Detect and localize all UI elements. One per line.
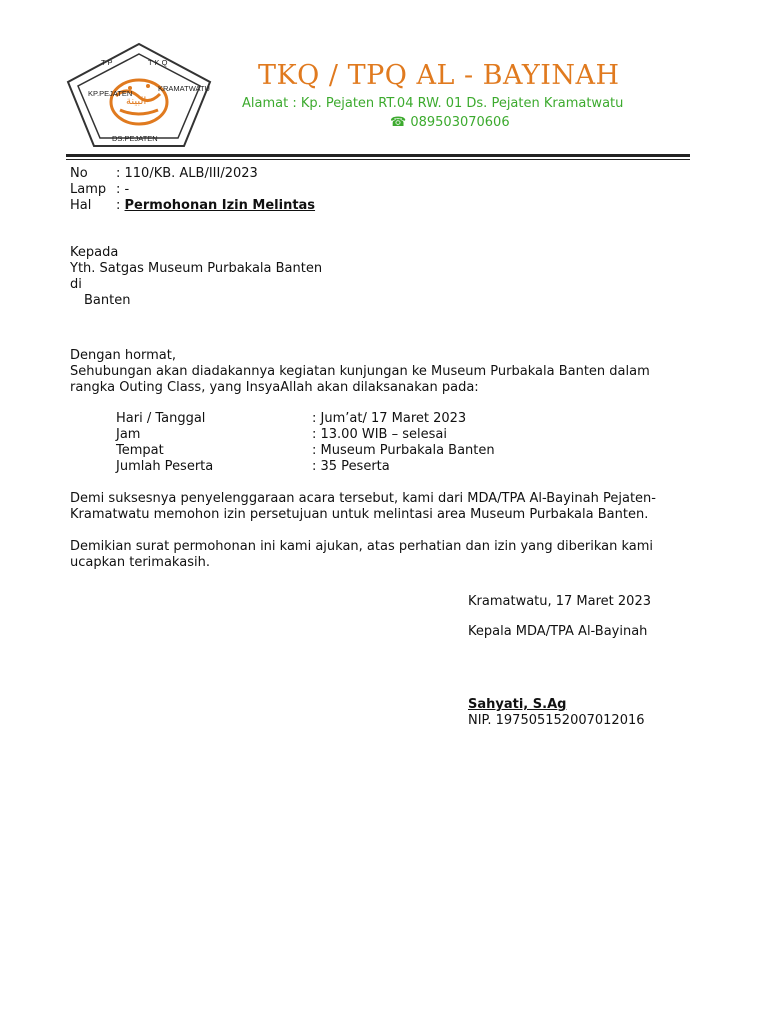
purpose-line-2: Kramatwatu memohon izin persetujuan untuk melintasi area Museum Purbakala Banten. bbox=[70, 507, 649, 522]
recipient-place: Banten bbox=[84, 293, 131, 308]
meta-subject-label: Hal bbox=[70, 198, 92, 213]
intro-line-2: rangka Outing Class, yang InsyaAllah akan dilaksanakan pada: bbox=[70, 380, 479, 395]
logo-text-ds-pejaten: DS.PEJATEN bbox=[112, 134, 158, 143]
meta-subject-value bbox=[116, 198, 315, 214]
closing-paragraph bbox=[70, 539, 697, 571]
logo-text-kp-pejaten: KP.PEJATEN bbox=[88, 89, 133, 98]
detail-value: : Jum’at/ 17 Maret 2023 bbox=[312, 411, 467, 426]
organization-phone bbox=[390, 115, 510, 130]
detail-label: Tempat bbox=[116, 443, 164, 458]
logo-text-tp: T P bbox=[101, 58, 113, 67]
detail-label: Jam bbox=[116, 427, 141, 442]
intro-line-1: Sehubungan akan diadakannya kegiatan kunjungan ke Museum Purbakala Banten dalam bbox=[70, 364, 650, 379]
meta-attachment-value: : - bbox=[116, 182, 130, 197]
detail-label: Jumlah Peserta bbox=[116, 459, 214, 474]
closing-line-2: ucapkan terimakasih. bbox=[70, 555, 210, 570]
intro-paragraph bbox=[70, 364, 697, 396]
meta-number-value: : 110/KB. ALB/III/2023 bbox=[116, 166, 258, 181]
logo-text-kramatwatu: KRAMATWATU bbox=[158, 84, 210, 93]
organization-title: TKQ / TPQ AL - BAYINAH bbox=[258, 60, 620, 91]
signature-position: Kepala MDA/TPA Al-Bayinah bbox=[468, 624, 648, 639]
letterhead-divider-thin bbox=[66, 159, 690, 160]
detail-value: : Museum Purbakala Banten bbox=[312, 443, 495, 458]
recipient-di: di bbox=[70, 277, 82, 292]
meta-subject-colon: : bbox=[116, 198, 121, 213]
logo-arabic-text: البينة bbox=[126, 96, 147, 107]
telephone-icon: ☎ bbox=[390, 115, 407, 130]
purpose-line-1: Demi suksesnya penyelenggaraan acara tersebut, kami dari MDA/TPA Al-Bayinah Pejaten- bbox=[70, 491, 656, 506]
signature-name: Sahyati, S.Ag bbox=[468, 697, 567, 712]
recipient-kepada: Kepada bbox=[70, 245, 119, 260]
detail-label: Hari / Tanggal bbox=[116, 411, 206, 426]
closing-line-1: Demikian surat permohonan ini kami ajukan, atas perhatian dan izin yang diberikan kami bbox=[70, 539, 654, 554]
detail-value: : 13.00 WIB – selesai bbox=[312, 427, 447, 442]
letterhead-divider-thick bbox=[66, 154, 690, 157]
greeting: Dengan hormat, bbox=[70, 348, 177, 363]
meta-number-label: No bbox=[70, 166, 88, 181]
phone-number: 089503070606 bbox=[410, 115, 510, 130]
organization-address: Alamat : Kp. Pejaten RT.04 RW. 01 Ds. Pejaten Kramatwatu bbox=[242, 96, 624, 111]
organization-logo bbox=[64, 40, 214, 150]
recipient-block bbox=[70, 245, 322, 309]
signature-place-date: Kramatwatu, 17 Maret 2023 bbox=[468, 594, 651, 609]
signature-nip: NIP. 197505152007012016 bbox=[468, 713, 645, 728]
meta-attachment-label: Lamp bbox=[70, 182, 107, 197]
detail-value: : 35 Peserta bbox=[312, 459, 390, 474]
purpose-paragraph bbox=[70, 491, 697, 523]
logo-text-tkq: T K Q bbox=[148, 58, 168, 67]
meta-subject-text: Permohonan Izin Melintas bbox=[124, 198, 316, 213]
recipient-name: Yth. Satgas Museum Purbakala Banten bbox=[70, 261, 323, 276]
